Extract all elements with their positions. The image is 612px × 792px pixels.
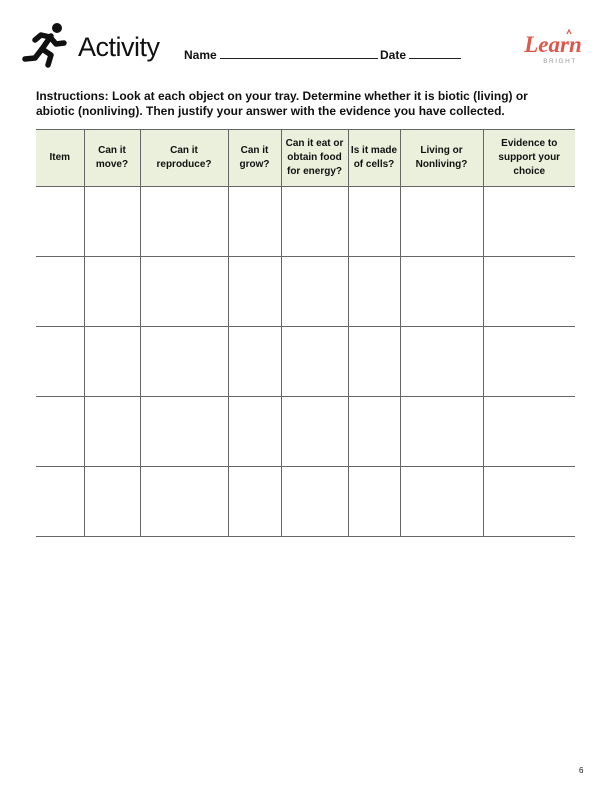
answer-cell[interactable] [281, 397, 348, 467]
answer-cell[interactable] [400, 327, 483, 397]
column-header: Can it eat or obtain food for energy? [281, 130, 348, 187]
name-field[interactable] [184, 47, 378, 62]
answer-cell[interactable] [483, 257, 575, 327]
answer-cell[interactable] [483, 397, 575, 467]
column-header: Can it grow? [228, 130, 281, 187]
answer-cell[interactable] [400, 467, 483, 537]
answer-cell[interactable] [140, 257, 228, 327]
answer-cell[interactable] [36, 397, 84, 467]
name-blank[interactable] [220, 47, 378, 59]
column-header: Can it move? [84, 130, 140, 187]
answer-cell[interactable] [84, 257, 140, 327]
table-row [36, 257, 575, 327]
answer-cell[interactable] [281, 187, 348, 257]
instructions-text: Instructions: Look at each object on your tray. Determine whether it is biotic (living) or abiotic (nonliving). Then justify your answer with the evidence you have collected. [36, 89, 528, 118]
running-person-icon [22, 22, 72, 68]
date-field[interactable] [380, 47, 461, 62]
answer-cell[interactable] [483, 187, 575, 257]
answer-cell[interactable] [84, 187, 140, 257]
answer-cell[interactable] [483, 327, 575, 397]
answer-cell[interactable] [84, 327, 140, 397]
answer-cell[interactable] [400, 257, 483, 327]
table-row [36, 187, 575, 257]
answer-cell[interactable] [140, 467, 228, 537]
table-row [36, 397, 575, 467]
answer-cell[interactable] [228, 467, 281, 537]
answer-cell[interactable] [140, 327, 228, 397]
answer-cell[interactable] [348, 187, 400, 257]
answer-cell[interactable] [348, 257, 400, 327]
column-header: Evidence to support your choice [483, 130, 575, 187]
answer-cell[interactable] [281, 327, 348, 397]
answer-cell[interactable] [140, 187, 228, 257]
page-number: 6 [579, 766, 584, 775]
logo-subtext: BRIGHT [543, 58, 577, 65]
answer-cell[interactable] [483, 467, 575, 537]
name-label: Name [184, 48, 217, 62]
answer-cell[interactable] [36, 257, 84, 327]
table-header-row [36, 130, 575, 187]
answer-cell[interactable] [228, 397, 281, 467]
answer-cell[interactable] [228, 187, 281, 257]
answer-cell[interactable] [400, 397, 483, 467]
answer-cell[interactable] [36, 327, 84, 397]
answer-cell[interactable] [140, 397, 228, 467]
answer-cell[interactable] [400, 187, 483, 257]
table-row [36, 327, 575, 397]
answer-cell[interactable] [281, 467, 348, 537]
column-header: Is it made of cells? [348, 130, 400, 187]
answer-cell[interactable] [348, 397, 400, 467]
column-header: Can it reproduce? [140, 130, 228, 187]
logo-text: Learn [524, 32, 582, 57]
answer-cell[interactable] [228, 257, 281, 327]
table-row [36, 467, 575, 537]
answer-cell[interactable] [348, 327, 400, 397]
date-blank[interactable] [409, 47, 461, 59]
page-title: Activity [78, 32, 160, 62]
answer-cell[interactable] [281, 257, 348, 327]
answer-cell[interactable] [348, 467, 400, 537]
answer-cell[interactable] [228, 327, 281, 397]
activity-table [36, 129, 575, 537]
answer-cell[interactable] [36, 187, 84, 257]
answer-cell[interactable] [84, 467, 140, 537]
learn-bright-logo [518, 28, 588, 68]
answer-cell[interactable] [36, 467, 84, 537]
column-header: Item [36, 130, 84, 187]
answer-cell[interactable] [84, 397, 140, 467]
column-header: Living or Nonliving? [400, 130, 483, 187]
date-label: Date [380, 48, 407, 62]
